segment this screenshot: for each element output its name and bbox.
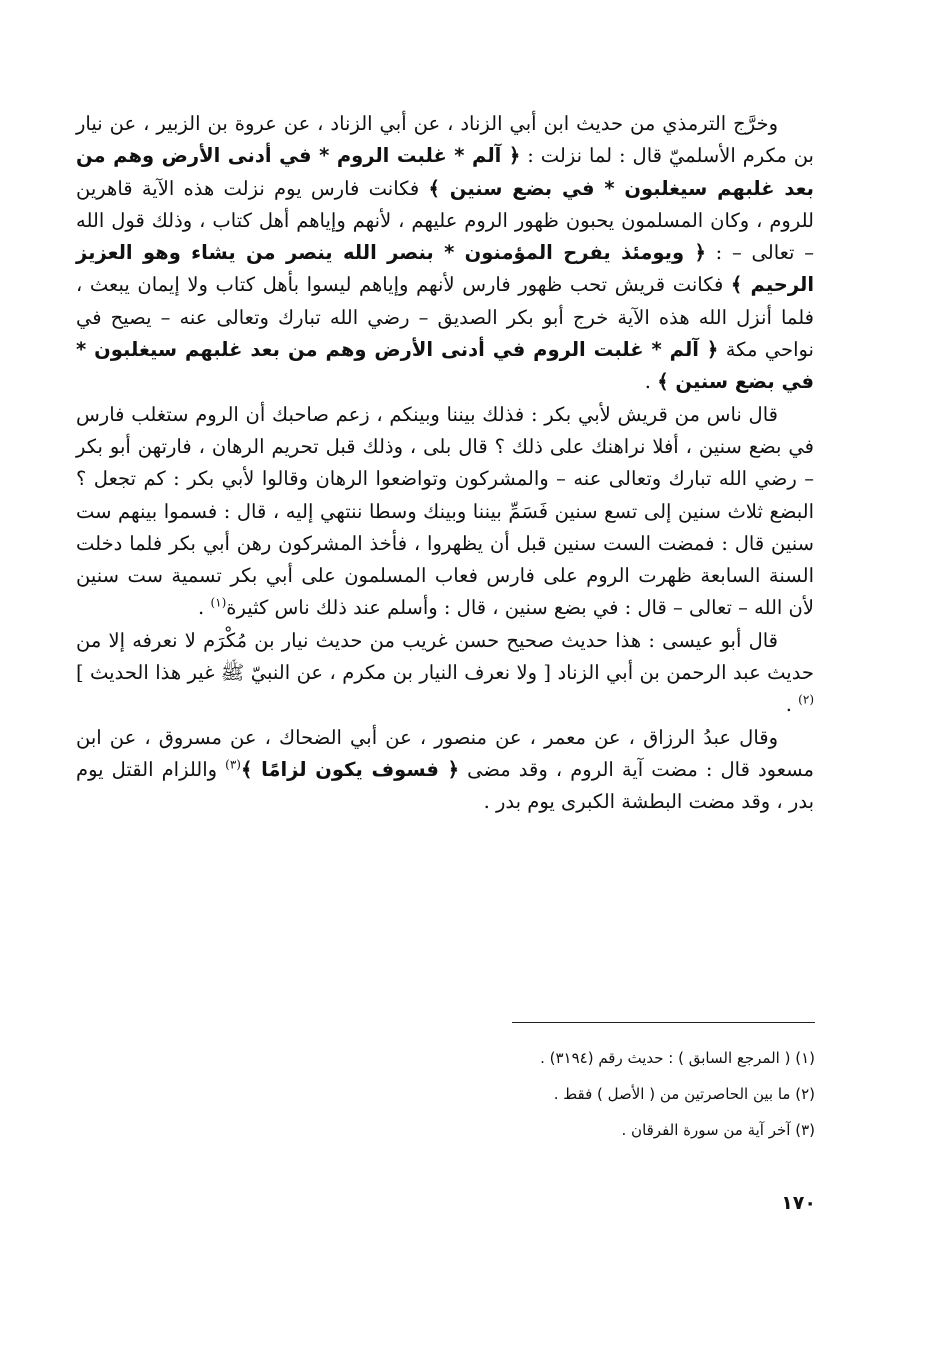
text-run: قال ناس من قريش لأبي بكر : فذلك بيننا وبينكم ، زعم صاحبك أن الروم ستغلب فارس في بضع سنين ، أفلا نراهنك على ذلك ؟ قال بلى ، وذلك قبل تحريم الرهان ، فارتهن أبو بكر – رضي الله تبارك وتعالى عنه – والمشركون وتواضعوا الرهان وقالوا لأبي بكر : كم تجعل ؟ البضع ثلاث سنين إلى تسع سنين فَسَمِّ بيننا وبينك وسطا ننتهي إليه ، قال : فسموا بينهم ست سنين قال : فمضت الست سنين قبل أن يظهروا ، فأخذ المشركون رهن أبي بكر فلما دخلت السنة السابعة ظهرت الروم على فارس فعاب المسلمون على أبي بكر تسمية ست سنين لأن الله – تعالى – قال : في بضع سنين ، قال : وأسلم عند ذلك ناس كثيرة: [76, 402, 814, 620]
footnote-reference: (٣): [225, 757, 241, 772]
quran-verse: ﴿ ويومئذ يفرح المؤمنون * بنصر الله ينصر من يشاء وهو العزيز الرحيم ﴾: [76, 241, 814, 297]
quran-verse: ﴿ آلم * غلبت الروم * في أدنى الأرض وهم من بعد غلبهم سيغلبون * في بضع سنين ﴾: [76, 144, 815, 200]
paragraph-1: [76, 108, 814, 399]
footnote-reference: (١): [210, 595, 227, 610]
main-text-block: [76, 108, 814, 819]
text-run: .: [644, 370, 658, 394]
footnote-reference: (٢): [798, 692, 814, 707]
quran-verse: ﴿ آلم * غلبت الروم في أدنى الأرض وهم من بعد غلبهم سيغلبون * في بضع سنين ﴾: [76, 338, 814, 394]
footnotes: [300, 1040, 815, 1148]
text-run: فكانت فارس يوم نزلت هذه الآية قاهرين للروم ، وكان المسلمون يحبون ظهور الروم عليهم ، لأنهم وإياهم أهل كتاب ، وذلك قول الله – تعالى – :: [76, 176, 814, 265]
quran-verse: ﴿ فسوف يكون لزامًا ﴾: [240, 757, 460, 781]
footnote-1: (١) ( المرجع السابق ) : حديث رقم (٣١٩٤) .: [540, 1049, 815, 1067]
footnote-3: (٣) آخر آية من سورة الفرقان .: [621, 1121, 815, 1139]
text-run: .: [198, 596, 211, 620]
paragraph-4: [76, 722, 814, 819]
text-run: وخرَّج الترمذي من حديث ابن أبي الزناد ، عن أبي الزناد ، عن عروة بن الزبير ، عن نيار بن مكرم الأسلميّ قال : لما نزلت :: [76, 112, 814, 168]
text-run: قال أبو عيسى : هذا حديث صحيح حسن غريب من حديث نيار بن مُكْرَم لا نعرفه إلا من حديث عبد الرحمن بن أبي الزناد [ ولا نعرف النيار بن مكرم ، عن النبيّ ﷺ غير هذا الحديث ]: [76, 628, 814, 685]
text-run: واللزام القتل يوم بدر ، وقد مضت البطشة الكبرى يوم بدر .: [76, 757, 814, 814]
text-run: .: [785, 693, 799, 717]
footnote-separator: [512, 1022, 815, 1023]
paragraph-2: [76, 399, 814, 625]
text-run: وقال عبدُ الرزاق ، عن معمر ، عن منصور ، عن أبي الضحاك ، عن مسروق ، عن ابن مسعود قال : مضت آية الروم ، وقد مضى: [76, 725, 814, 781]
text-run: فكانت قريش تحب ظهور فارس لأنهم وإياهم ليسوا بأهل كتاب ولا إيمان يبعث ، فلما أنزل الله هذه الآية خرج أبو بكر الصديق – رضي الله تبارك وتعالى عنه – يصيح في نواحي مكة: [76, 273, 814, 362]
footnote-2: (٢) ما بين الحاصرتين من ( الأصل ) فقط .: [553, 1085, 815, 1103]
paragraph-3: [76, 625, 814, 722]
page-number: ١٧٠: [781, 1192, 816, 1214]
